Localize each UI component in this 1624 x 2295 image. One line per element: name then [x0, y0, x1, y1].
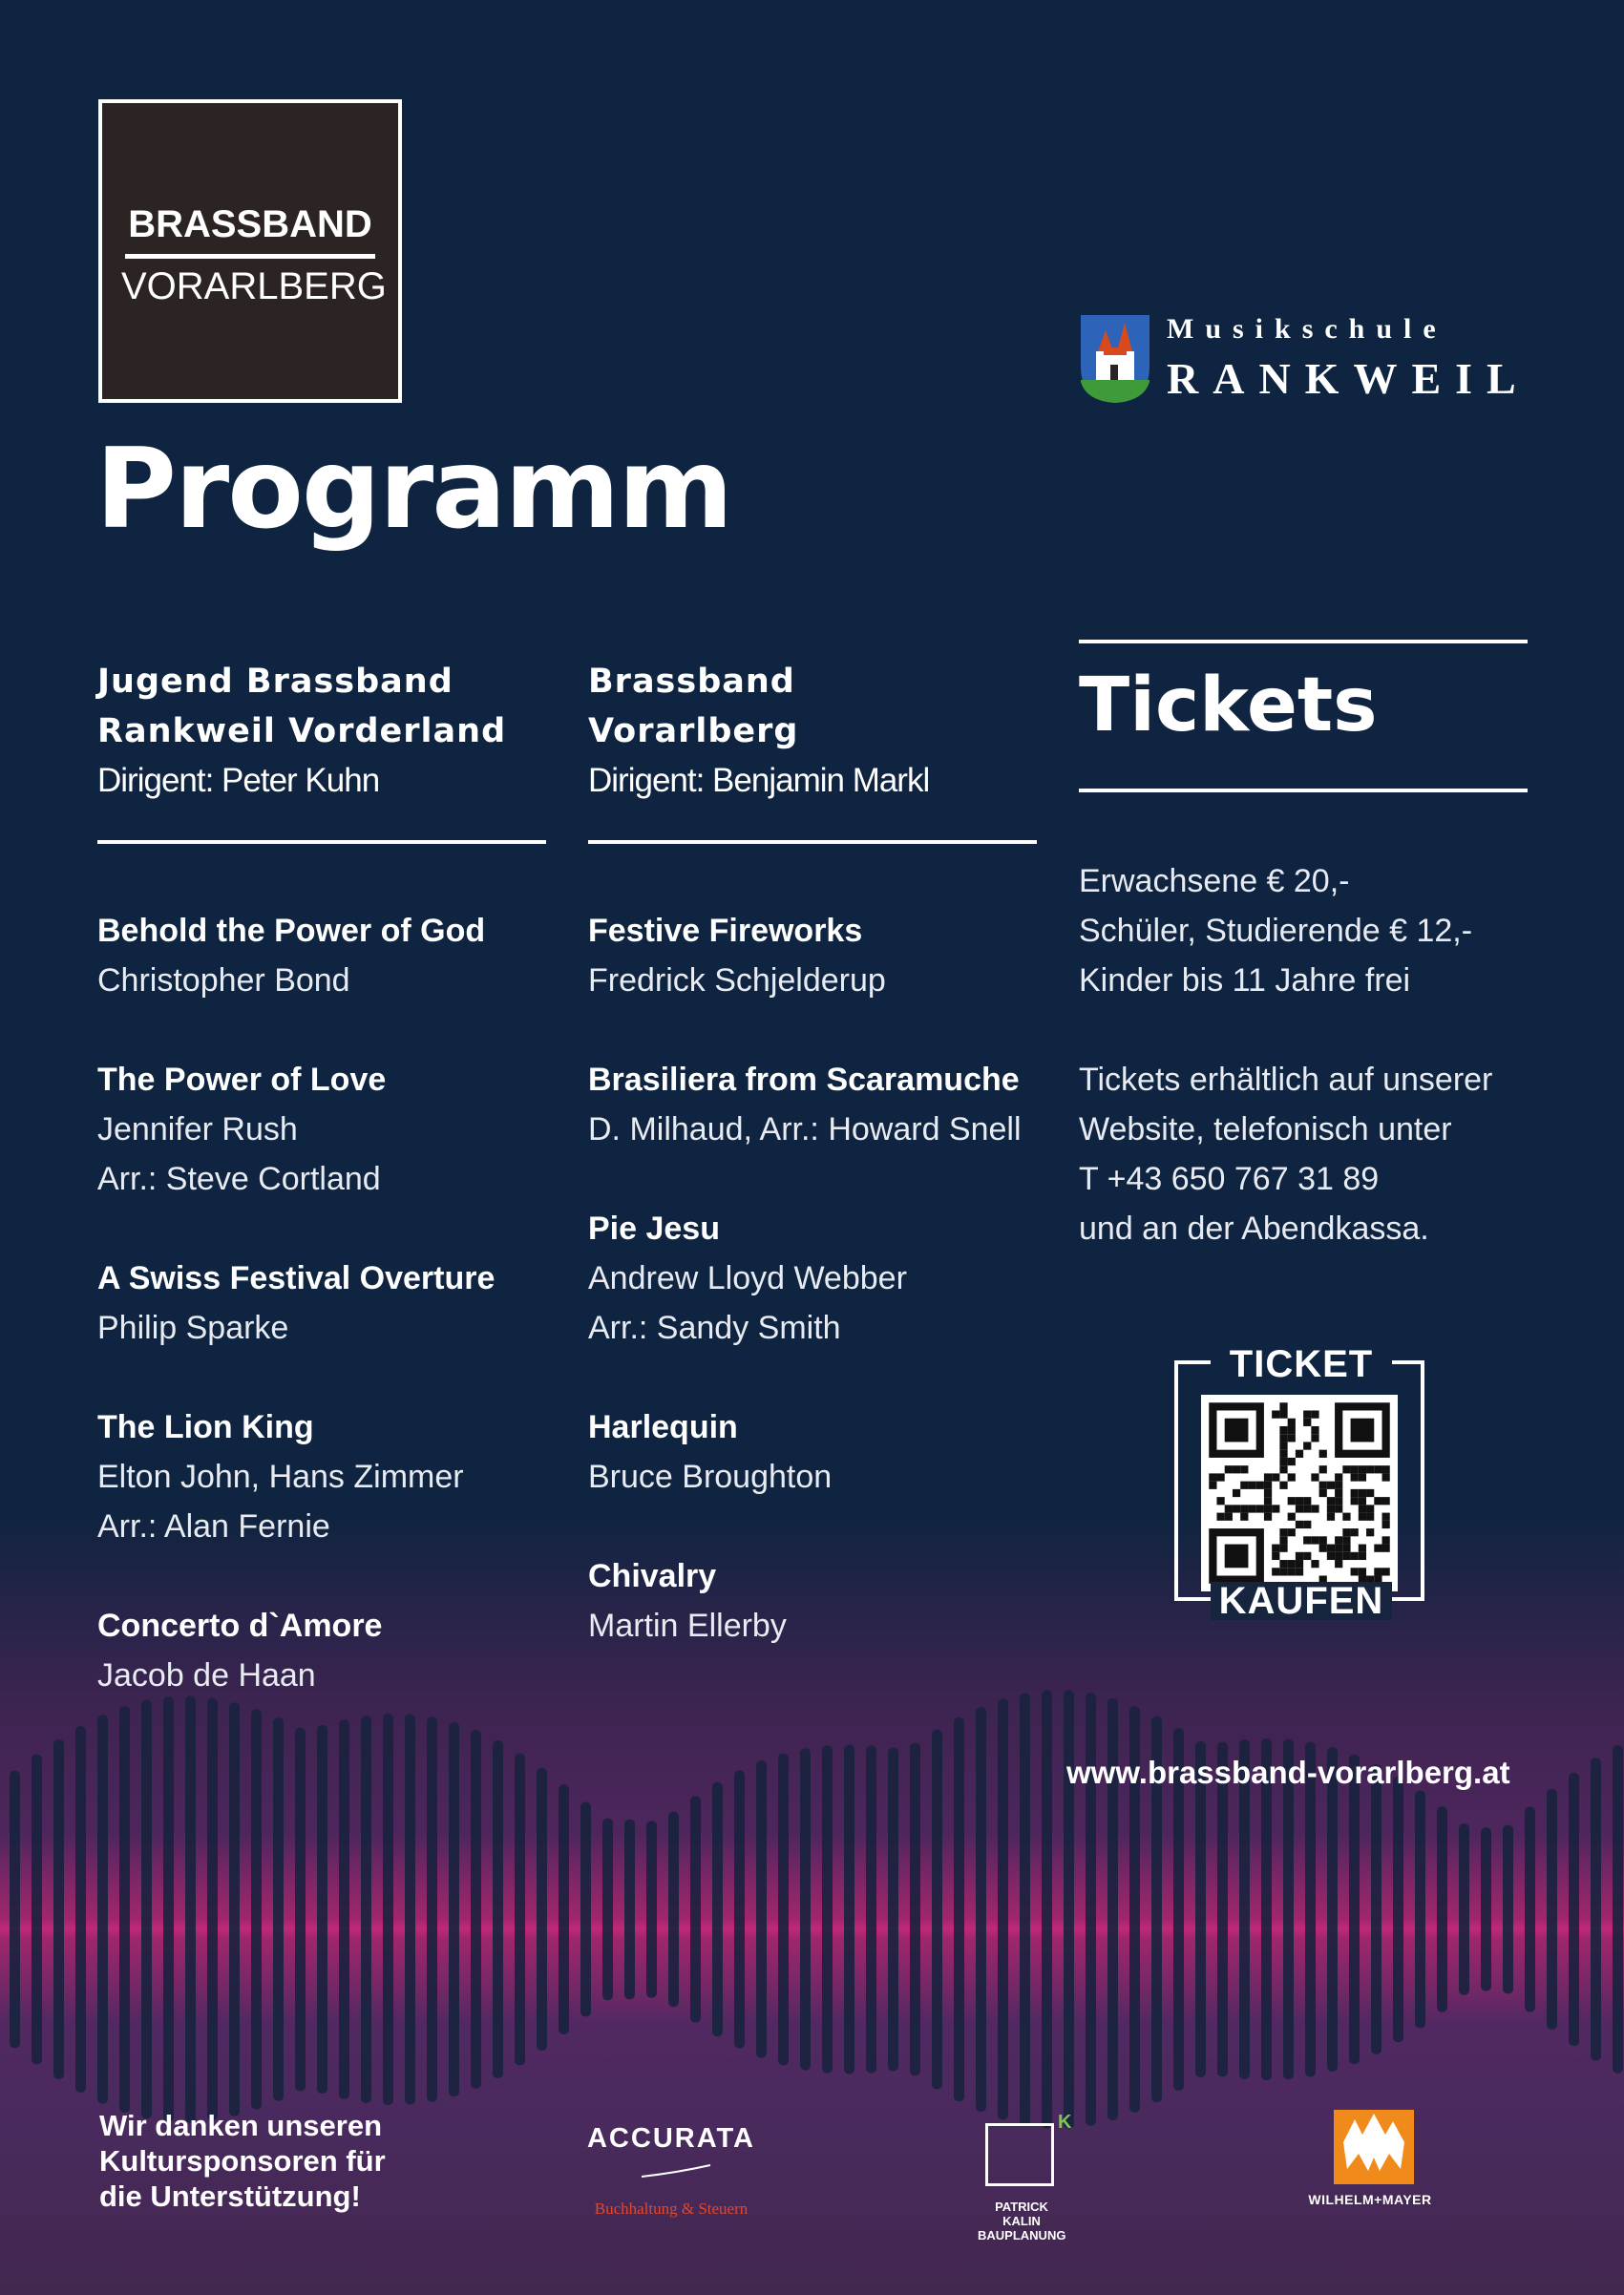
column-2-band-line2: Vorarlberg	[588, 712, 799, 750]
column-2-divider	[588, 840, 1037, 844]
sponsor-thanks	[99, 2108, 386, 2214]
price-students: Schüler, Studierende € 12,-	[1079, 913, 1473, 949]
wave-bar	[1437, 1806, 1447, 2012]
wave-bar	[1415, 1791, 1425, 2029]
wave-bar	[32, 1755, 42, 2065]
wave-bar	[119, 1706, 130, 2113]
accurata-subtitle: Buchhaltung & Steuern	[594, 2200, 749, 2218]
wave-bar	[778, 1754, 789, 2066]
wave-bar	[559, 1784, 569, 2034]
wave-bar	[976, 1707, 986, 2112]
accurata-name: ACCURATA	[586, 2123, 755, 2154]
wave-bar	[954, 1717, 964, 2101]
wave-bar	[1547, 1789, 1557, 2030]
ticket-info-line: Tickets erhältlich auf unserer	[1079, 1062, 1493, 1098]
program-item	[588, 1402, 832, 1502]
ticket-qr-block[interactable]	[1172, 1343, 1430, 1622]
musikschule-label: Musikschule	[1167, 313, 1447, 345]
wave-bar	[1371, 1764, 1381, 2054]
piece-composer: Andrew Lloyd Webber	[588, 1260, 907, 1296]
patrick-kalin-logo	[978, 2112, 1092, 2242]
qr-code[interactable]	[1201, 1395, 1398, 1591]
website-link[interactable]: www.brassband-vorarlberg.at	[1066, 1755, 1510, 1790]
program-item	[588, 1204, 907, 1353]
wave-bar	[800, 1748, 811, 2070]
brassband-vorarlberg-logo	[98, 99, 402, 403]
soundwave-decoration	[0, 1642, 1624, 2138]
wilhelm-mayer-emblem-icon	[1334, 2110, 1414, 2184]
wave-bar	[295, 1728, 306, 2092]
logo-text-brassband: BRASSBAND	[128, 203, 372, 245]
wave-bar	[449, 1722, 459, 2096]
qr-label-ticket: TICKET	[1211, 1345, 1392, 1383]
wave-bar	[624, 1820, 635, 2000]
wave-bar	[734, 1770, 745, 2048]
program-item	[97, 1601, 382, 1700]
tickets-heading: Tickets	[1079, 663, 1378, 748]
wave-bar	[822, 1745, 833, 2073]
thanks-line: Wir danken unseren	[99, 2109, 383, 2142]
wave-bar	[75, 1726, 86, 2093]
qr-label-kaufen: KAUFEN	[1211, 1582, 1392, 1620]
piece-composer: Philip Sparke	[97, 1310, 289, 1346]
wave-bar	[207, 1698, 218, 2121]
piece-composer: Martin Ellerby	[588, 1608, 787, 1644]
wave-bar	[251, 1709, 262, 2109]
rankweil-crest-icon	[1079, 313, 1151, 405]
wave-bar	[1349, 1755, 1360, 2064]
wave-bar	[998, 1698, 1008, 2119]
wave-bar	[1525, 1806, 1535, 2011]
wave-bar	[427, 1716, 437, 2102]
piece-composer: Jacob de Haan	[97, 1657, 316, 1694]
price-children: Kinder bis 11 Jahre frei	[1079, 962, 1411, 999]
kalin-line2: BAUPLANUNG	[978, 2228, 1066, 2242]
wave-bar	[471, 1730, 481, 2089]
piece-title: Chivalry	[588, 1558, 717, 1594]
kalin-square-icon	[985, 2123, 1054, 2186]
piece-title: Brasiliera from Scaramuche	[588, 1062, 1020, 1098]
wave-bar	[493, 1740, 503, 2078]
wave-bar	[53, 1739, 64, 2079]
wave-bar	[317, 1725, 327, 2094]
ticket-info	[1079, 1055, 1492, 1253]
wave-bar	[712, 1782, 723, 2036]
price-adults: Erwachsene € 20,-	[1079, 863, 1350, 899]
wave-bar	[163, 1696, 174, 2122]
accurata-logo	[580, 2123, 762, 2219]
ticket-phone: T +43 650 767 31 89	[1079, 1161, 1380, 1197]
ticket-info-line: Website, telefonisch unter	[1079, 1111, 1452, 1148]
rankweil-label: RANKWEIL	[1167, 354, 1530, 403]
wave-bar	[141, 1700, 152, 2119]
wave-bar	[537, 1768, 547, 2051]
piece-title: Festive Fireworks	[588, 913, 863, 949]
thanks-line: die Unterstützung!	[99, 2179, 361, 2213]
piece-composer: Christopher Bond	[97, 962, 350, 999]
wave-bar	[1020, 1694, 1030, 2126]
wave-bar	[1459, 1823, 1469, 1995]
wave-bar	[602, 1819, 613, 2001]
wave-bar	[515, 1754, 525, 2066]
column-2-band-line1: Brassband	[588, 663, 795, 701]
wave-bar	[1327, 1747, 1338, 2072]
column-2-header	[588, 657, 1037, 806]
wilhelm-mayer-name: WILHELM+MAYER	[1308, 2192, 1432, 2207]
musikschule-rankweil-logo	[1079, 311, 1530, 407]
wave-bar	[1042, 1690, 1052, 2128]
wave-bar	[1481, 1827, 1491, 1990]
column-1-conductor: Dirigent: Peter Kuhn	[97, 762, 380, 799]
wave-bar	[339, 1719, 349, 2099]
wave-bar	[10, 1771, 20, 2049]
ticket-prices	[1079, 856, 1472, 1005]
wave-bar	[580, 1802, 591, 2017]
wave-bar	[1613, 1745, 1623, 2074]
ticket-info-line: und an der Abendkassa.	[1079, 1211, 1429, 1247]
wave-bar	[97, 1715, 108, 2103]
wave-bar	[646, 1821, 657, 1997]
wave-bar	[866, 1745, 876, 2073]
program-item	[97, 1253, 495, 1353]
kalin-mark: K	[1058, 2112, 1072, 2133]
kalin-name	[978, 2200, 1065, 2242]
wave-bar	[361, 1716, 371, 2103]
column-1-band-line2: Rankweil Vorderland	[97, 712, 507, 750]
piece-arranger: Arr.: Alan Fernie	[97, 1508, 330, 1545]
piece-title: Pie Jesu	[588, 1211, 720, 1247]
wave-bar	[185, 1695, 196, 2122]
piece-composer: Jennifer Rush	[97, 1111, 298, 1148]
logo-text-vorarlberg: VORARLBERG	[121, 265, 387, 307]
wave-bar	[1217, 1742, 1228, 2077]
wave-bar	[910, 1743, 920, 2075]
wave-bar	[668, 1812, 679, 2008]
program-item	[588, 906, 886, 1005]
column-1-header	[97, 657, 546, 806]
program-item	[97, 906, 485, 1005]
page-title: Programm	[95, 425, 732, 554]
column-1-divider	[97, 840, 546, 844]
wave-bar	[844, 1745, 854, 2074]
thanks-line: Kultursponsoren für	[99, 2144, 386, 2178]
program-item	[97, 1055, 386, 1204]
wave-bar	[1503, 1825, 1513, 1994]
wave-bar	[273, 1717, 284, 2100]
piece-title: A Swiss Festival Overture	[97, 1260, 496, 1296]
wave-bar	[383, 1714, 393, 2105]
wave-bar	[229, 1702, 240, 2116]
kalin-line1: PATRICK KALIN	[995, 2200, 1048, 2228]
tickets-divider-bottom	[1079, 789, 1528, 792]
wave-bar	[1305, 1742, 1316, 2077]
wave-bar	[888, 1748, 898, 2072]
wave-bar	[405, 1714, 415, 2104]
wave-bar	[756, 1760, 767, 2057]
piece-title: The Lion King	[97, 1409, 314, 1445]
piece-composer: Elton John, Hans Zimmer	[97, 1459, 464, 1495]
piece-title: Behold the Power of God	[97, 913, 486, 949]
logo-divider	[125, 254, 375, 259]
piece-composer: Bruce Broughton	[588, 1459, 833, 1495]
piece-composer: D. Milhaud, Arr.: Howard Snell	[588, 1111, 1022, 1148]
wave-bar	[1195, 1741, 1206, 2077]
piece-arranger: Arr.: Sandy Smith	[588, 1310, 841, 1346]
wave-bar	[1569, 1773, 1579, 2046]
wave-bar	[932, 1730, 942, 2090]
wave-bar	[1393, 1777, 1403, 2042]
qr-code-icon	[1201, 1395, 1398, 1591]
piece-composer: Fredrick Schjelderup	[588, 962, 886, 999]
piece-title: Harlequin	[588, 1409, 738, 1445]
program-item	[97, 1402, 464, 1551]
tickets-divider-top	[1079, 640, 1528, 643]
wilhelm-mayer-logo	[1298, 2110, 1442, 2215]
piece-title: The Power of Love	[97, 1062, 387, 1098]
program-item	[588, 1551, 787, 1651]
wave-bar	[690, 1796, 701, 2022]
program-item	[588, 1055, 1022, 1154]
accurata-swoosh-icon	[638, 2161, 714, 2180]
column-1-band-line1: Jugend Brassband	[97, 663, 453, 701]
piece-title: Concerto d`Amore	[97, 1608, 383, 1644]
column-2-conductor: Dirigent: Benjamin Markl	[588, 762, 930, 799]
piece-arranger: Arr.: Steve Cortland	[97, 1161, 381, 1197]
wave-bar	[1591, 1758, 1601, 2060]
